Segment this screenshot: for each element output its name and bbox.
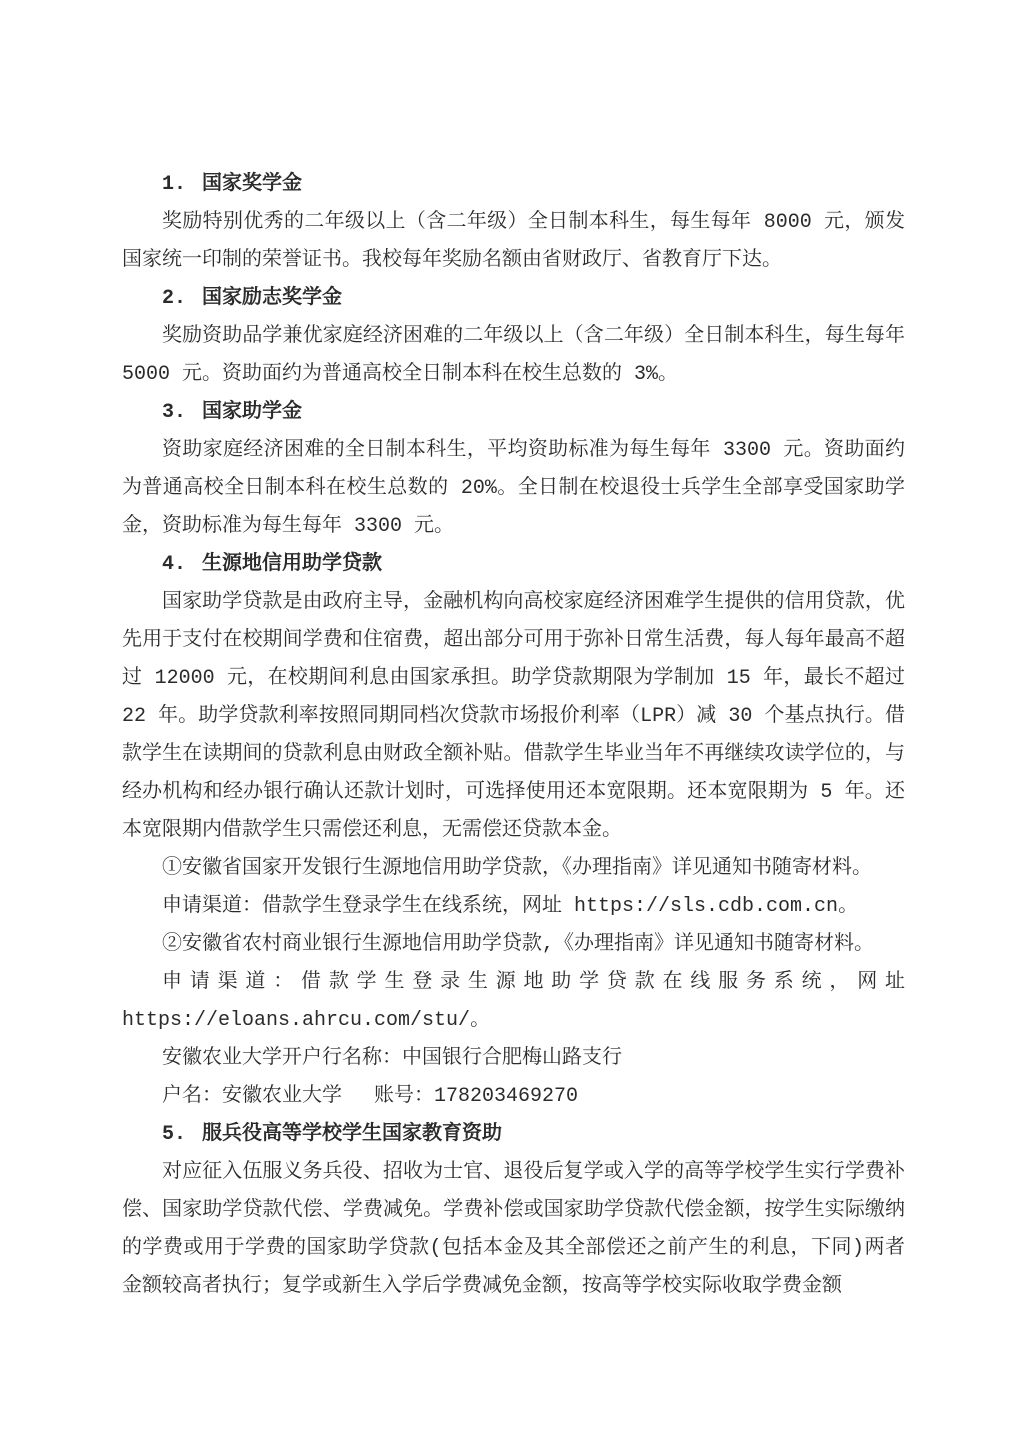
section-inspirational-scholarship bbox=[122, 280, 905, 394]
channel-text: 申请渠道：借款学生登录学生在线系统，网址 bbox=[162, 895, 575, 918]
section-number: 4. bbox=[162, 553, 187, 576]
section-number: 5. bbox=[162, 1123, 187, 1146]
paragraph-account-number: 户名：安徽农业大学 账号：178203469270 bbox=[162, 1085, 579, 1108]
section-heading bbox=[122, 166, 905, 204]
section-number: 3. bbox=[162, 401, 187, 424]
paragraph: 奖励资助品学兼优家庭经济困难的二年级以上（含二年级）全日制本科生，每生每年 5000 元。资助面约为普通高校全日制本科在校生总数的 3%。 bbox=[122, 325, 905, 386]
paragraph: 资助家庭经济困难的全日制本科生，平均资助标准为每生每年 3300 元。资助面约为普通高校全日制本科在校生总数的 20%。全日制在校退役士兵学生全部享受国家助学金，资助标准为每生每年 3300 元。 bbox=[122, 439, 905, 538]
paragraph-channel-ahrcu bbox=[122, 964, 905, 1040]
section-national-scholarship bbox=[122, 166, 905, 280]
paragraph: 对应征入伍服义务兵役、招收为士官、退役后复学或入学的高等学校学生实行学费补偿、国家助学贷款代偿、学费减免。学费补偿或国家助学贷款代偿金额，按学生实际缴纳的学费或用于学费的国家助学贷款(包括本金及其全部偿还之前产生的利息，下同)两者金额较高者执行；复学或新生入学后学费减免金额，按高等学校实际收取学费金额 bbox=[122, 1161, 905, 1298]
paragraph: 奖励特别优秀的二年级以上（含二年级）全日制本科生，每生每年 8000 元，颁发国家统一印制的荣誉证书。我校每年奖励名额由省财政厅、省教育厅下达。 bbox=[122, 211, 905, 272]
section-heading bbox=[122, 280, 905, 318]
section-title: 国家助学金 bbox=[202, 401, 303, 424]
section-heading bbox=[122, 394, 905, 432]
section-title: 国家励志奖学金 bbox=[202, 287, 343, 310]
paragraph-bank-cdb: ①安徽省国家开发银行生源地信用助学贷款，《办理指南》详见通知书随寄材料。 bbox=[162, 857, 872, 880]
paragraph-channel-cdb bbox=[122, 888, 905, 926]
paragraph: 国家助学贷款是由政府主导，金融机构向高校家庭经济困难学生提供的信用贷款，优先用于支付在校期间学费和住宿费，超出部分可用于弥补日常生活费，每人每年最高不超过 12000 元，在校期间利息由国家承担。助学贷款期限为学制加 15 年，最长不超过 22 年。助学贷款利率按照同期同档次贷款市场报价利率（LPR）减 30 个基点执行。借款学生在读期间的贷款利息由财政全额补贴。借款学生毕业当年不再继续攻读学位的，与经办机构和经办银行确认还款计划时，可选择使用还本宽限期。还本宽限期为 5 年。还本宽限期内借款学生只需偿还利息，无需偿还贷款本金。 bbox=[122, 591, 905, 842]
section-number: 1. bbox=[162, 173, 187, 196]
section-title: 生源地信用助学贷款 bbox=[202, 553, 383, 576]
channel-text: 申请渠道：借款学生登录生源地助学贷款在线服务系统，网址 bbox=[162, 971, 905, 994]
paragraph-bank-branch: 安徽农业大学开户行名称：中国银行合肥梅山路支行 bbox=[162, 1047, 622, 1070]
section-heading bbox=[122, 1116, 905, 1154]
section-heading bbox=[122, 546, 905, 584]
paragraph-bank-ahrcu: ②安徽省农村商业银行生源地信用助学贷款,《办理指南》详见通知书随寄材料。 bbox=[162, 933, 875, 956]
channel-text-suffix: 。 bbox=[838, 895, 859, 918]
section-title: 服兵役高等学校学生国家教育资助 bbox=[202, 1123, 503, 1146]
channel-text-suffix: 。 bbox=[470, 1009, 491, 1032]
section-number: 2. bbox=[162, 287, 187, 310]
section-student-origin-loan bbox=[122, 546, 905, 1116]
url-text: https://eloans.ahrcu.com/stu/ bbox=[122, 1009, 471, 1032]
section-military-service-aid bbox=[122, 1116, 905, 1306]
section-title: 国家奖学金 bbox=[202, 173, 303, 196]
section-national-grant bbox=[122, 394, 905, 546]
url-text: https://sls.cdb.com.cn bbox=[574, 895, 839, 918]
